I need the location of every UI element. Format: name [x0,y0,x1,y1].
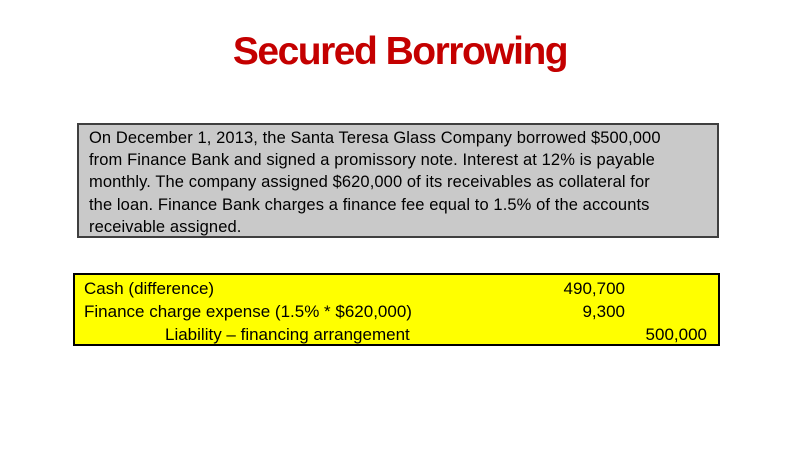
journal-row-liability [75,323,718,346]
problem-text-line: the loan. Finance Bank charges a finance fee equal to 1.5% of the accounts [89,195,650,214]
account-label: Finance charge expense (1.5% * $620,000) [84,302,412,321]
account-label: Cash (difference) [84,279,215,298]
problem-text-line: monthly. The company assigned $620,000 of its receivables as collateral for [89,173,650,192]
slide-title: Secured Borrowing [232,30,568,73]
problem-description-box [77,123,719,238]
problem-text-line: receivable assigned. [89,217,242,236]
problem-text-line: On December 1, 2013, the Santa Teresa Glass Company borrowed $500,000 [89,129,661,147]
journal-row-cash [75,277,718,300]
journal-entry-box [73,273,720,346]
account-label: Liability – financing arrangement [165,325,410,344]
debit-amount: 9,300 [582,302,625,321]
credit-amount: 500,000 [645,325,707,344]
debit-amount: 490,700 [563,279,625,298]
problem-text-line: from Finance Bank and signed a promissory note. Interest at 12% is payable [89,151,655,170]
journal-row-finance-charge [75,300,718,323]
